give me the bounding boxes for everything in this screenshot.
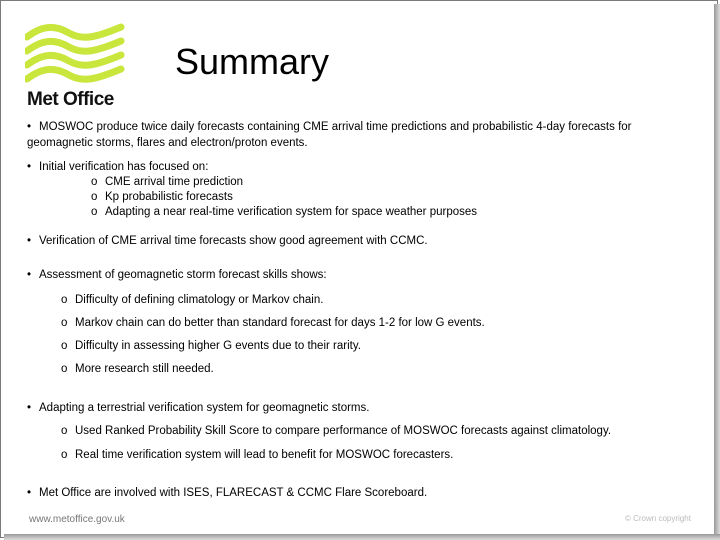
sub-text: Markov chain can do better than standard forecast for days 1-2 for low G events. [75,317,485,329]
sub-marker: o [61,340,68,352]
list-item [61,361,214,377]
sub-text: More research still needed. [75,363,214,375]
list-item [61,423,611,439]
bullet-text: Assessment of geomagnetic storm forecast skills shows: [39,269,327,281]
sub-text: Adapting a near real-time verification system for space weather purposes [105,206,478,218]
sub-text: Difficulty in assessing higher G events due to their rarity. [75,340,361,352]
list-item [61,338,361,354]
list-item [91,204,477,220]
sub-text: Used Ranked Probability Skill Score to compare performance of MOSWOC forecasts against climatology. [75,425,612,437]
list-item [91,189,233,205]
sub-marker: o [61,294,68,306]
sub-marker: o [91,206,98,218]
sub-text: Difficulty of defining climatology or Markov chain. [75,294,324,306]
bullet-assessment [27,267,699,283]
slide-title: Summary [175,41,330,82]
footer-copyright: © Crown copyright [625,514,691,523]
bullet-text: Adapting a terrestrial verification system for geomagnetic storms. [39,402,370,414]
bullet-text: Verification of CME arrival time forecasts show good agreement with CCMC. [39,235,428,247]
sub-marker: o [61,425,68,437]
list-item [61,292,323,308]
met-office-logo-text: Met Office [27,89,114,110]
sub-text: Real time verification system will lead to benefit for MOSWOC forecasters. [75,449,454,461]
bullet-text: Initial verification has focused on: [39,161,209,173]
slide-shadow-bottom [4,534,720,540]
bullet-adapting [27,400,699,416]
bullet-marker: • [27,121,32,133]
sub-marker: o [91,176,98,188]
footer-url: www.metoffice.gov.uk [29,514,125,525]
bullet-marker: • [27,161,32,173]
bullet-initial-verification [27,159,699,175]
sub-marker: o [91,191,98,203]
sub-marker: o [61,449,68,461]
bullet-moswoc [27,119,699,151]
bullet-text-continued: geomagnetic storms, flares and electron/proton events. [27,137,308,149]
sub-marker: o [61,317,68,329]
bullet-cme-verification [27,233,699,249]
met-office-logo-graphic [25,23,125,89]
bullet-marker: • [27,235,32,247]
sub-text: Kp probabilistic forecasts [105,191,233,203]
list-item [91,174,243,190]
list-item [61,315,485,331]
bullet-marker: • [27,487,32,499]
bullet-text: Met Office are involved with ISES, FLARECAST & CCMC Flare Scoreboard. [39,487,428,499]
list-item [61,447,453,463]
sub-text: CME arrival time prediction [105,176,244,188]
bullet-text: MOSWOC produce twice daily forecasts containing CME arrival time predictions and probabilistic 4-day forecasts for [39,121,632,133]
bullet-marker: • [27,269,32,281]
bullet-involvement [27,485,699,501]
sub-marker: o [61,363,68,375]
slide-shadow-right [714,4,720,540]
bullet-marker: • [27,402,32,414]
